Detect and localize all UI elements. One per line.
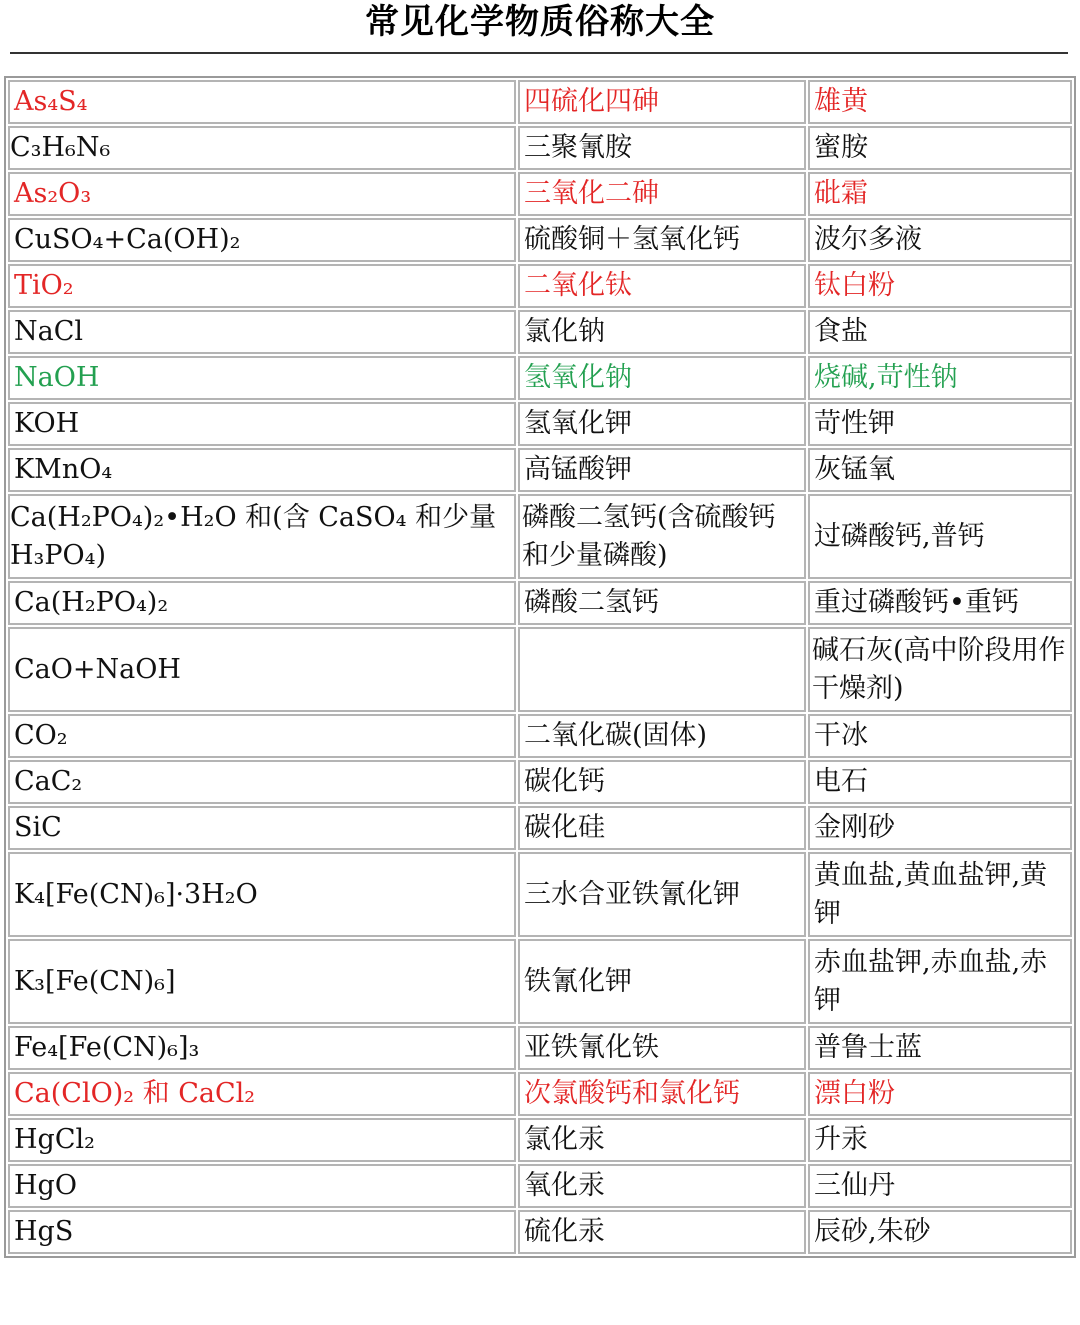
common-name-cell: 电石 xyxy=(808,760,1072,804)
table-row xyxy=(8,939,1072,1024)
common-name-cell: 重过磷酸钙•重钙 xyxy=(808,581,1072,625)
table-row xyxy=(8,310,1072,354)
formula-cell: KMnO₄ xyxy=(8,448,516,492)
table-row xyxy=(8,806,1072,850)
formula-cell: NaOH xyxy=(8,356,516,400)
chemical-name-cell: 三聚氰胺 xyxy=(518,126,806,170)
table-row xyxy=(8,448,1072,492)
chemical-name-cell: 碳化钙 xyxy=(518,760,806,804)
chemical-name-cell: 氧化汞 xyxy=(518,1164,806,1208)
title-underline xyxy=(10,52,1068,54)
common-name-cell: 辰砂,朱砂 xyxy=(808,1210,1072,1254)
chemicals-table xyxy=(4,76,1076,1258)
table-row xyxy=(8,627,1072,712)
chemical-name-cell: 二氧化钛 xyxy=(518,264,806,308)
common-name-cell: 雄黄 xyxy=(808,80,1072,124)
formula-cell: HgO xyxy=(8,1164,516,1208)
common-name-cell: 食盐 xyxy=(808,310,1072,354)
common-name-cell: 赤血盐钾,赤血盐,赤钾 xyxy=(808,939,1072,1024)
common-name-cell: 漂白粉 xyxy=(808,1072,1072,1116)
table-row xyxy=(8,852,1072,937)
chemical-name-cell: 二氧化碳(固体) xyxy=(518,714,806,758)
table-row xyxy=(8,581,1072,625)
table-row xyxy=(8,1164,1072,1208)
chemical-name-cell: 次氯酸钙和氯化钙 xyxy=(518,1072,806,1116)
chemical-name-cell: 磷酸二氢钙 xyxy=(518,581,806,625)
chemical-name-cell: 氯化钠 xyxy=(518,310,806,354)
formula-cell: C₃H₆N₆ xyxy=(8,126,516,170)
formula-cell: SiC xyxy=(8,806,516,850)
chemical-name-cell: 氢氧化钾 xyxy=(518,402,806,446)
table-row xyxy=(8,126,1072,170)
table-row xyxy=(8,1072,1072,1116)
common-name-cell: 烧碱,苛性钠 xyxy=(808,356,1072,400)
common-name-cell: 苛性钾 xyxy=(808,402,1072,446)
chemical-name-cell: 氯化汞 xyxy=(518,1118,806,1162)
table-row xyxy=(8,714,1072,758)
formula-cell: KOH xyxy=(8,402,516,446)
formula-cell: As₄S₄ xyxy=(8,80,516,124)
chemical-name-cell: 四硫化四砷 xyxy=(518,80,806,124)
table-row xyxy=(8,760,1072,804)
formula-cell: HgCl₂ xyxy=(8,1118,516,1162)
formula-cell: NaCl xyxy=(8,310,516,354)
common-name-cell: 钛白粉 xyxy=(808,264,1072,308)
common-name-cell: 过磷酸钙,普钙 xyxy=(808,494,1072,579)
common-name-cell: 砒霜 xyxy=(808,172,1072,216)
common-name-cell: 波尔多液 xyxy=(808,218,1072,262)
formula-cell: CuSO₄+Ca(OH)₂ xyxy=(8,218,516,262)
chemical-name-cell: 磷酸二氢钙(含硫酸钙和少量磷酸) xyxy=(518,494,806,579)
formula-cell: HgS xyxy=(8,1210,516,1254)
chemical-name-cell: 三水合亚铁氰化钾 xyxy=(518,852,806,937)
common-name-cell: 普鲁士蓝 xyxy=(808,1026,1072,1070)
chemical-name-cell xyxy=(518,627,806,712)
table-row xyxy=(8,1210,1072,1254)
table-body xyxy=(8,80,1072,1254)
table-row xyxy=(8,494,1072,579)
chemical-name-cell: 高锰酸钾 xyxy=(518,448,806,492)
common-name-cell: 金刚砂 xyxy=(808,806,1072,850)
table-row xyxy=(8,172,1072,216)
formula-cell: Ca(H₂PO₄)₂•H₂O 和(含 CaSO₄ 和少量 H₃PO₄) xyxy=(8,494,516,579)
common-name-cell: 碱石灰(高中阶段用作干燥剂) xyxy=(808,627,1072,712)
chemical-name-cell: 铁氰化钾 xyxy=(518,939,806,1024)
formula-cell: K₃[Fe(CN)₆] xyxy=(8,939,516,1024)
table-row xyxy=(8,1026,1072,1070)
formula-cell: CO₂ xyxy=(8,714,516,758)
page-title: 常见化学物质俗称大全 xyxy=(365,2,715,42)
chemical-name-cell: 硫酸铜＋氢氧化钙 xyxy=(518,218,806,262)
common-name-cell: 升汞 xyxy=(808,1118,1072,1162)
formula-cell: TiO₂ xyxy=(8,264,516,308)
table-row xyxy=(8,402,1072,446)
formula-cell: Fe₄[Fe(CN)₆]₃ xyxy=(8,1026,516,1070)
formula-cell: K₄[Fe(CN)₆]·3H₂O xyxy=(8,852,516,937)
table-row xyxy=(8,218,1072,262)
common-name-cell: 三仙丹 xyxy=(808,1164,1072,1208)
common-name-cell: 干冰 xyxy=(808,714,1072,758)
common-name-cell: 蜜胺 xyxy=(808,126,1072,170)
formula-cell: Ca(H₂PO₄)₂ xyxy=(8,581,516,625)
formula-cell: CaC₂ xyxy=(8,760,516,804)
table-row xyxy=(8,80,1072,124)
formula-cell: As₂O₃ xyxy=(8,172,516,216)
table-row xyxy=(8,356,1072,400)
chemical-name-cell: 亚铁氰化铁 xyxy=(518,1026,806,1070)
common-name-cell: 灰锰氧 xyxy=(808,448,1072,492)
chemical-name-cell: 碳化硅 xyxy=(518,806,806,850)
formula-cell: Ca(ClO)₂ 和 CaCl₂ xyxy=(8,1072,516,1116)
common-name-cell: 黄血盐,黄血盐钾,黄钾 xyxy=(808,852,1072,937)
chemical-name-cell: 硫化汞 xyxy=(518,1210,806,1254)
table-row xyxy=(8,264,1072,308)
table-row xyxy=(8,1118,1072,1162)
chemical-name-cell: 三氧化二砷 xyxy=(518,172,806,216)
chemical-name-cell: 氢氧化钠 xyxy=(518,356,806,400)
formula-cell: CaO+NaOH xyxy=(8,627,516,712)
